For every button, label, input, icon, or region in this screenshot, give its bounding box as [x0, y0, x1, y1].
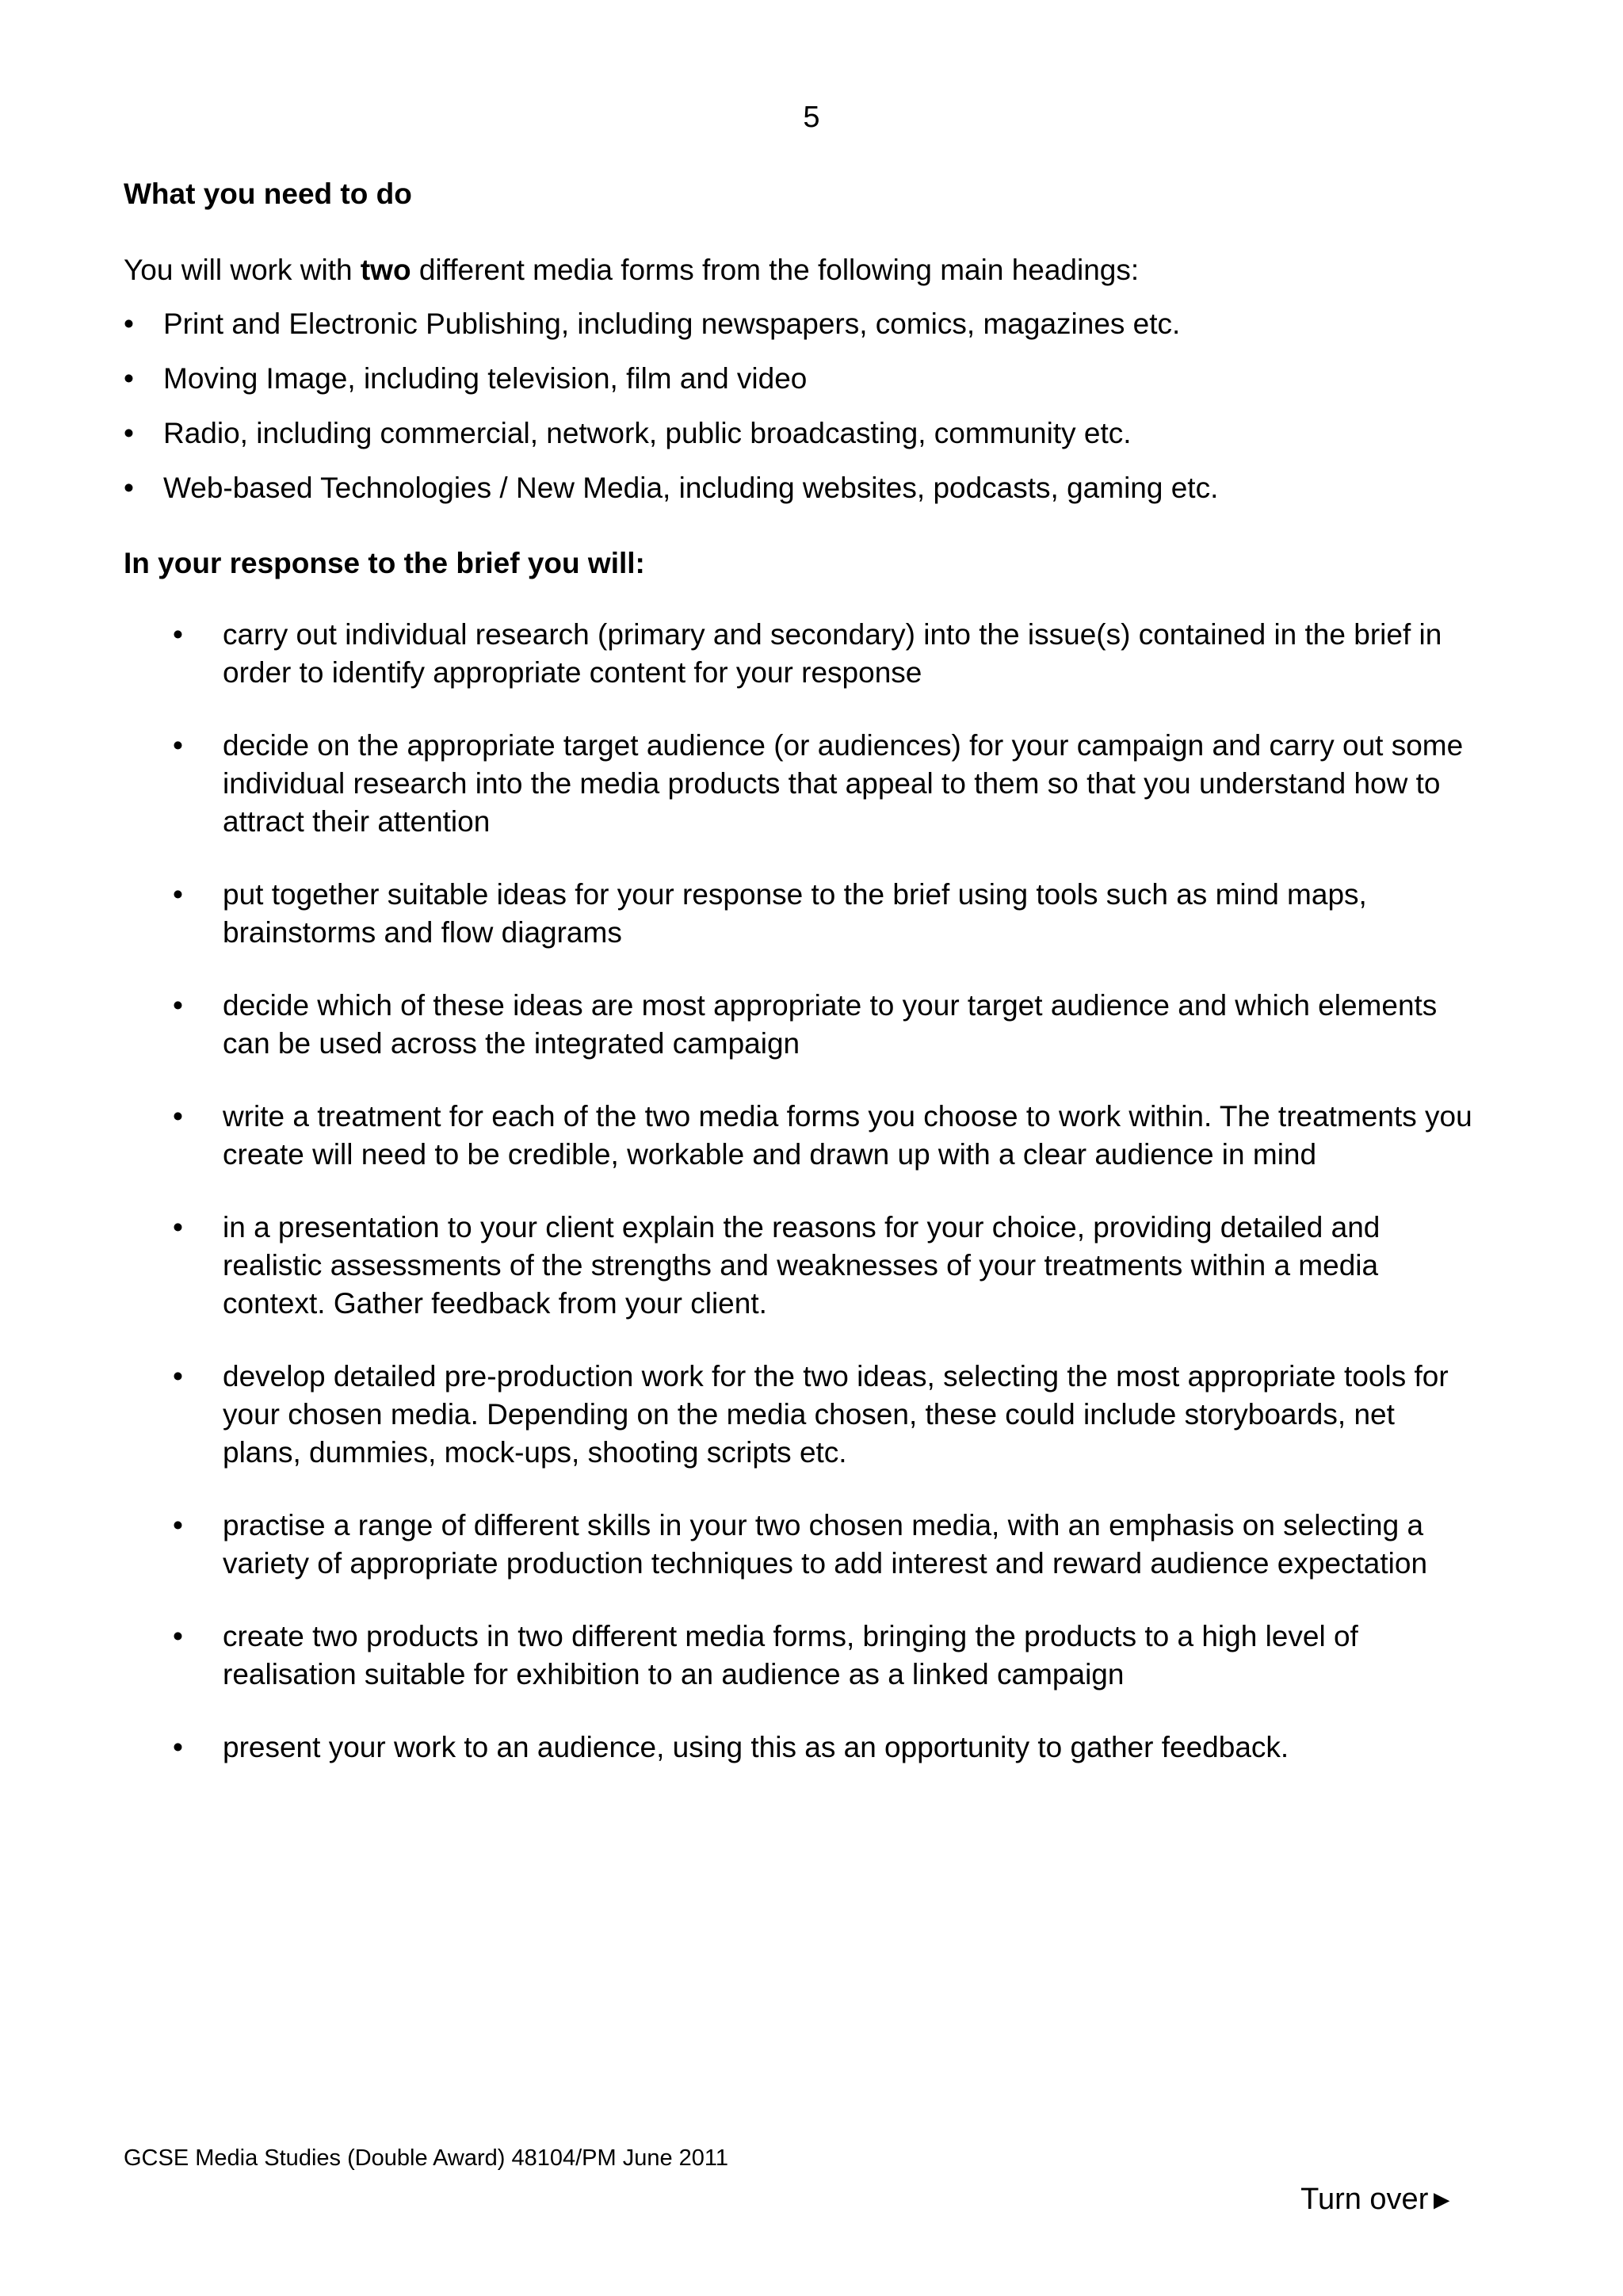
arrow-right-icon: ►	[1428, 2185, 1455, 2215]
task-item	[173, 876, 1480, 952]
media-headings-list	[124, 306, 1487, 525]
task-item	[173, 987, 1480, 1063]
list-item-text: Radio, including commercial, network, public broadcasting, community etc.	[163, 417, 1132, 449]
task-item	[173, 616, 1480, 692]
bullet-icon: •	[173, 1100, 183, 1133]
task-item-text: write a treatment for each of the two media forms you choose to work within. The treatments you create will need to be credible, workable and drawn up with a clear audience in mind	[223, 1100, 1472, 1171]
intro-paragraph	[124, 252, 1139, 288]
bullet-icon: •	[173, 729, 183, 762]
list-item	[124, 306, 1487, 361]
task-item-text: carry out individual research (primary and secondary) into the issue(s) contained in the brief in order to identify appropriate content for your response	[223, 618, 1442, 689]
task-item	[173, 1098, 1480, 1174]
intro-text-before: You will work with	[124, 254, 361, 286]
intro-text-bold: two	[360, 254, 411, 286]
task-item	[173, 1358, 1480, 1472]
bullet-icon: •	[173, 1360, 183, 1392]
task-item-text: decide which of these ideas are most appropriate to your target audience and which elements can be used across the integrated campaign	[223, 989, 1438, 1060]
bullet-icon: •	[173, 1211, 183, 1244]
task-item-text: practise a range of different skills in your two chosen media, with an emphasis on selecting a variety of appropriate production techniques to add interest and reward audience expectation	[223, 1509, 1428, 1580]
bullet-icon: •	[173, 878, 183, 911]
turn-over-text: Turn over	[1300, 2183, 1429, 2216]
task-item-text: create two products in two different media forms, bringing the products to a high level of realisation suitable for exhibition to an audience as a linked campaign	[223, 1620, 1358, 1690]
task-item	[173, 1209, 1480, 1323]
bullet-icon: •	[173, 618, 183, 651]
bullet-icon: •	[173, 1620, 183, 1652]
turn-over-label	[1300, 2181, 1455, 2218]
bullet-icon: •	[173, 1509, 183, 1541]
bullet-icon: •	[124, 308, 134, 340]
bullet-icon: •	[124, 472, 134, 504]
list-item	[124, 361, 1487, 415]
task-item	[173, 727, 1480, 841]
intro-text-after: different media forms from the following main headings:	[411, 254, 1140, 286]
footer-reference: GCSE Media Studies (Double Award) 48104/PM June 2011	[124, 2145, 729, 2171]
bullet-icon: •	[124, 362, 134, 395]
bullet-icon: •	[173, 1731, 183, 1763]
task-item-text: in a presentation to your client explain the reasons for your choice, providing detailed and realistic assessments of the strengths and weaknesses of your treatments within a media context. Gather feedback from your client.	[223, 1211, 1381, 1320]
list-item	[124, 470, 1487, 525]
list-item-text: Print and Electronic Publishing, including newspapers, comics, magazines etc.	[163, 308, 1181, 340]
list-item-text: Web-based Technologies / New Media, including websites, podcasts, gaming etc.	[163, 472, 1219, 504]
task-item-text: present your work to an audience, using this as an opportunity to gather feedback.	[223, 1731, 1289, 1763]
page-number: 5	[803, 101, 820, 134]
list-item-text: Moving Image, including television, film and video	[163, 362, 808, 395]
bullet-icon: •	[173, 989, 183, 1022]
tasks-list	[173, 616, 1480, 1801]
task-item-text: put together suitable ideas for your response to the brief using tools such as mind maps, brainstorms and flow diagrams	[223, 878, 1367, 949]
list-item	[124, 415, 1487, 470]
task-item	[173, 1618, 1480, 1694]
task-item-text: decide on the appropriate target audience (or audiences) for your campaign and carry out some individual research into the media products that appeal to them so that you understand how to attract their attention	[223, 729, 1464, 838]
section-heading-what-you-need-to-do: What you need to do	[124, 178, 412, 210]
bullet-icon: •	[124, 417, 134, 449]
section-heading-response-to-brief: In your response to the brief you will:	[124, 547, 645, 579]
task-item-text: develop detailed pre-production work for the two ideas, selecting the most appropriate tools for your chosen media. Depending on the media chosen, these could include storyboards, net plans, dummies, mock-ups, shooting scripts etc.	[223, 1360, 1449, 1469]
task-item	[173, 1507, 1480, 1583]
task-item	[173, 1729, 1480, 1767]
